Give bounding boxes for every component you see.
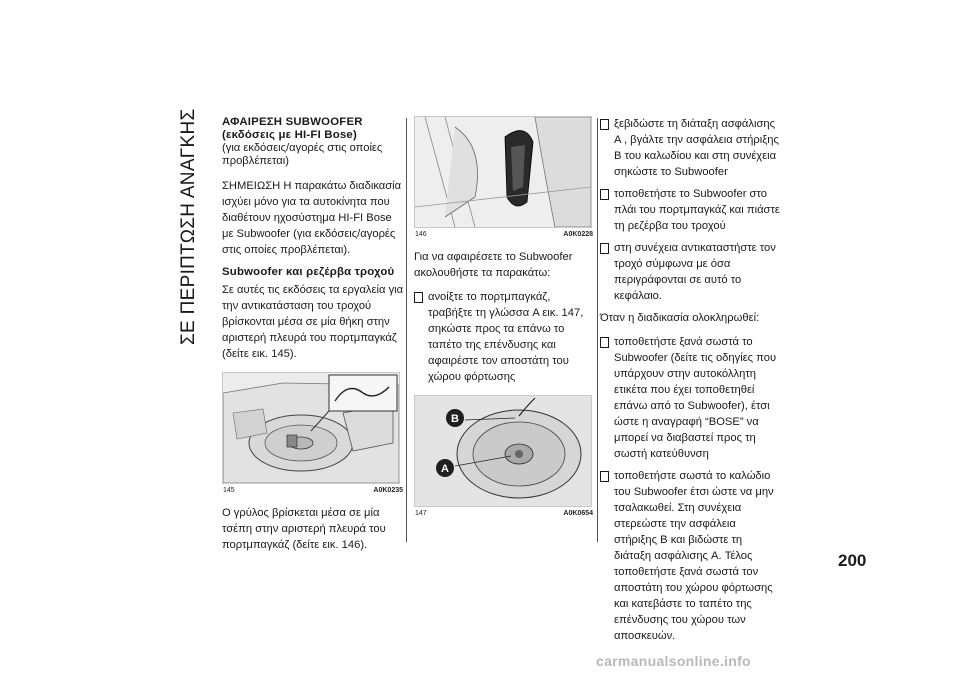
bullet-list-reinstall [600, 334, 780, 644]
figure-145 [222, 372, 404, 495]
checkbox-bullet-icon [414, 292, 423, 303]
watermark-text: carmanualsonline.info [596, 653, 751, 669]
figure-145-code: A0K0235 [373, 487, 403, 494]
page-number: 200 [838, 551, 867, 570]
list-item [600, 334, 780, 462]
list-item-text: τοποθετήστε το Subwoofer στο πλάι του πορτμπαγκάζ και πιάστε τη ρεζέρβα του τροχού [614, 188, 780, 232]
figure-145-image [222, 372, 400, 484]
list-item-text: ανοίξτε το πορτμπαγκάζ, τραβήξτε τη γλώσσα A εικ. 147, σηκώστε προς τα επάνω το ταπέτο της επένδυσης και αφαιρέστε τον αποστάτη του χώρου φόρτωσης [428, 291, 584, 383]
figure-147-code: A0K0654 [563, 510, 593, 517]
list-item [600, 468, 780, 644]
subwoofer-illustration [415, 396, 591, 506]
label-b: B [451, 413, 459, 425]
checkbox-bullet-icon [600, 471, 609, 482]
checkbox-bullet-icon [600, 189, 609, 200]
figure-145-caption [222, 484, 404, 495]
checkbox-bullet-icon [600, 243, 609, 254]
label-a: A [441, 463, 449, 475]
figure-146-number: 146 [415, 231, 427, 238]
list-item [600, 240, 780, 304]
figure-146-code: A0K0228 [563, 231, 593, 238]
column-divider-left [406, 118, 407, 542]
paragraph-jack: Ο γρύλος βρίσκεται μέσα σε μία τσέπη στην αριστερή πλευρά του πορτμπαγκάζ (δείτε εικ. 146). [222, 507, 386, 551]
figure-147-number: 147 [415, 510, 427, 517]
figure-146-image [414, 116, 592, 228]
list-item-text: τοποθετήστε σωστά το καλώδιο του Subwoofer έτσι ώστε να μην τσαλακωθεί. Στη συνέχεια στερεώστε την ασφάλεια στήριξης B και βιδώστε τη διάταξη ασφάλισης A. Τέλος τοποθετήστε ξανά σωστά τον αποστάτη του χώρου φόρτωσης και κατεβάστε το ταπέτο της επένδυσης του χώρου των αποσκευών. [614, 470, 774, 642]
column-3 [600, 116, 780, 650]
list-item [600, 186, 780, 234]
figure-147-caption [414, 507, 594, 518]
subheading: Subwoofer και ρεζέρβα τροχού [222, 266, 395, 278]
list-item [600, 116, 780, 180]
section-heading: ΑΦΑΙΡΕΣΗ SUBWOOFER (εκδόσεις με HI-FI Bose) [222, 116, 363, 141]
list-item-text: ξεβιδώστε τη διάταξη ασφάλισης A , βγάλτε την ασφάλεια στήριξης B του καλωδίου και στη συνέχεια σηκώστε το Subwoofer [614, 118, 779, 178]
note-paragraph: ΣΗΜΕΙΩΣΗ Η παρακάτω διαδικασία ισχύει μόνο για τα αυτοκίνητα που διαθέτουν ηχοσύστημα HI-FI Bose με Subwoofer (για εκδόσεις/αγορές στις οποίες προβλέπεται). [222, 180, 402, 256]
figure-146 [414, 116, 594, 239]
bullet-list-remove [414, 289, 594, 385]
bullet-list-steps [600, 116, 780, 304]
list-item-text: τοποθετήστε ξανά σωστά το Subwoofer (δείτε τις οδηγίες που υπάρχουν στην αυτοκόλλητη ετικέτα που έχει τοποθετηθεί επάνω από το Subwoofer), έτσι ώστε η αναγραφή “BOSE” να μπορεί να διαβαστεί προς τη σωστή κατεύθυνση [614, 336, 777, 460]
column-divider-right [597, 118, 598, 542]
section-heading-note: (για εκδόσεις/αγορές στις οποίες προβλέπεται) [222, 142, 383, 167]
jack-pocket-illustration [415, 117, 591, 227]
list-item-text: στη συνέχεια αντικαταστήστε τον τροχό σύμφωνα με όσα περιγράφονται σε αυτό το κεφάλαιο. [614, 242, 776, 302]
figure-147-image [414, 395, 592, 507]
figure-145-number: 145 [223, 487, 235, 494]
completion-paragraph: Όταν η διαδικασία ολοκληρωθεί: [600, 312, 760, 324]
figure-146-caption [414, 228, 594, 239]
chapter-title: ΣΕ ΠΕΡΙΠΤΩΣΗ ΑΝΑΓΚΗΣ [178, 108, 199, 345]
list-item [414, 289, 594, 385]
paragraph-tools: Σε αυτές τις εκδόσεις τα εργαλεία για την αντικατάσταση του τροχού βρίσκονται μέσα σε μία θήκη στην αριστερή πλευρά του πορτμπαγκάζ (δείτε εικ. 145). [222, 284, 404, 360]
checkbox-bullet-icon [600, 337, 609, 348]
column-2 [414, 116, 594, 518]
intro-paragraph: Για να αφαιρέσετε το Subwoofer ακολουθήστε τα παρακάτω: [414, 251, 573, 279]
figure-147 [414, 395, 594, 518]
column-1 [222, 116, 404, 561]
trunk-tools-illustration [223, 373, 399, 483]
checkbox-bullet-icon [600, 119, 609, 130]
